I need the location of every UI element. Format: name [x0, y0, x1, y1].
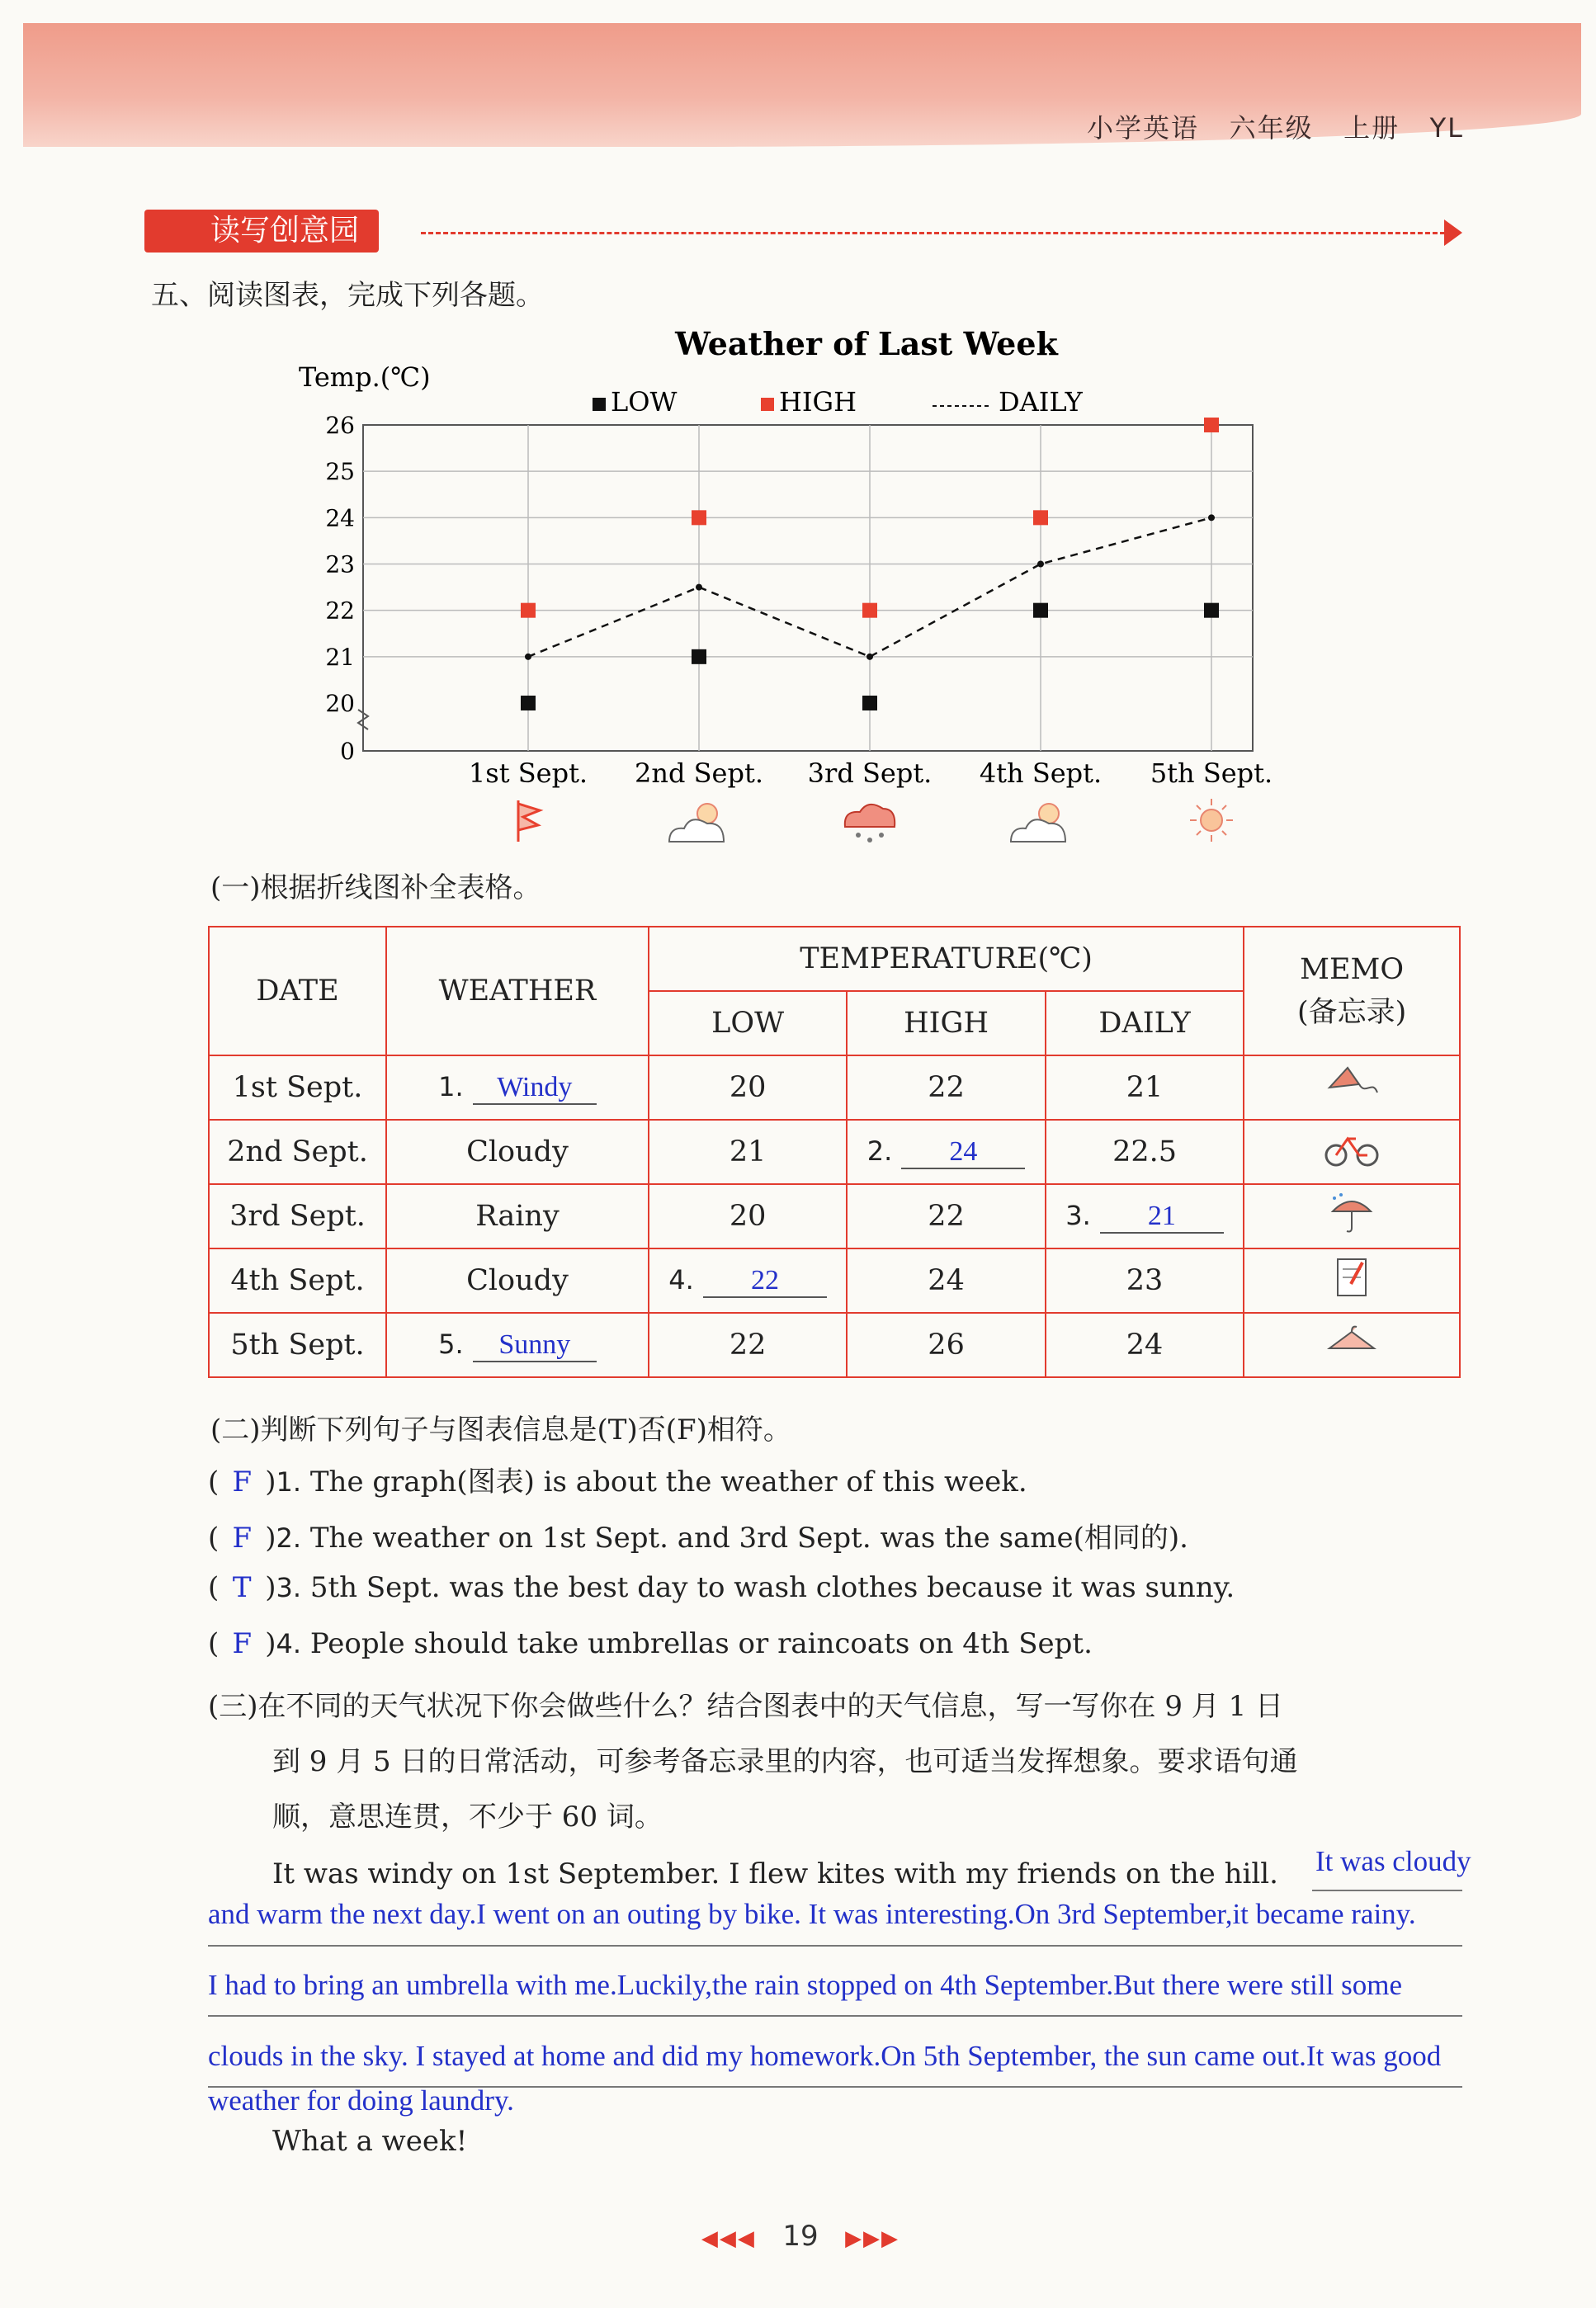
high-value: 22 — [928, 1200, 965, 1233]
weather-answer-blank[interactable]: Sunny — [473, 1329, 597, 1362]
x-tick-label: 5th Sept. — [1150, 758, 1273, 789]
header-weather: WEATHER — [386, 927, 649, 1055]
cell-high — [847, 1120, 1045, 1184]
daily-point — [696, 584, 702, 591]
tf-answer[interactable]: F — [232, 1627, 253, 1660]
part3-instruction-2: 到 9 月 5 日的日常活动，可参考备忘录里的内容，也可适当发挥想象。要求语句通 — [272, 1745, 1298, 1778]
tf-number: 1. — [276, 1466, 302, 1498]
weather-table — [208, 926, 1461, 1378]
writing-line — [208, 1945, 1462, 1947]
daily-value: 24 — [1126, 1329, 1164, 1362]
legend-high: HIGH — [779, 386, 857, 418]
rain-cloud-icon — [845, 805, 895, 842]
cell-date: 4th Sept. — [209, 1248, 386, 1313]
cloud-sun-icon — [669, 804, 724, 842]
book-edition: YL — [1429, 112, 1464, 144]
low-point — [521, 696, 536, 710]
essay-closing: What a week! — [272, 2125, 468, 2158]
section-divider — [421, 232, 1452, 234]
essay-opening: It was windy on 1st September. I flew kites with my friends on the hill. — [272, 1857, 1278, 1890]
high-number: 2. — [866, 1135, 893, 1167]
daily-point — [525, 654, 531, 660]
part2-instruction: (二)判断下列句子与图表信息是(T)否(F)相符。 — [210, 1414, 791, 1447]
cell-memo — [1244, 1055, 1460, 1120]
weather-value: Cloudy — [466, 1264, 569, 1297]
book-term: 上册 — [1343, 112, 1400, 144]
chart-ylabel: Temp.(℃) — [299, 361, 431, 393]
part3-instruction-1: (三)在不同的天气状况下你会做些什么？结合图表中的天气信息，写一写你在 9 月 1 日 — [208, 1690, 1284, 1723]
header-memo — [1244, 927, 1460, 1055]
cell-low — [649, 1120, 847, 1184]
tf-text: The weather on 1st Sept. and 3rd Sept. was the same(相同的). — [309, 1522, 1188, 1555]
hanger-icon — [1323, 1338, 1381, 1371]
y-tick-label: 23 — [325, 550, 355, 578]
cell-daily — [1046, 1055, 1244, 1120]
low-point — [692, 649, 706, 664]
tf-number: 3. — [276, 1572, 302, 1603]
tf-answer[interactable]: F — [232, 1466, 253, 1499]
cell-low — [649, 1055, 847, 1120]
cell-weather — [386, 1055, 649, 1120]
high-value: 22 — [928, 1071, 965, 1104]
page-number: 19 — [782, 2220, 819, 2253]
arrow-right-icon — [1444, 219, 1462, 246]
book-grade: 六年级 — [1229, 112, 1314, 144]
essay-answer-5: weather for doing laundry. — [208, 2084, 514, 2117]
daily-value: 23 — [1126, 1264, 1164, 1297]
page-footer — [660, 2220, 941, 2253]
x-tick-label: 3rd Sept. — [807, 758, 933, 789]
cell-date: 2nd Sept. — [209, 1120, 386, 1184]
tf-text: 5th Sept. was the best day to wash clothes because it was sunny. — [309, 1571, 1235, 1604]
cell-memo — [1244, 1313, 1460, 1377]
daily-value: 21 — [1126, 1071, 1164, 1104]
tf-answer[interactable]: F — [232, 1522, 253, 1555]
cell-weather — [386, 1313, 649, 1377]
high-point — [692, 510, 706, 525]
tf-text: The graph(图表) is about the weather of this week. — [309, 1466, 1027, 1499]
cloud-sun-icon — [1011, 804, 1065, 842]
tf-item: ( F )2. The weather on 1st Sept. and 3rd Sept. was the same(相同的). — [208, 1522, 1188, 1555]
cell-low — [649, 1313, 847, 1377]
high-answer-blank[interactable]: 24 — [901, 1136, 1025, 1169]
low-answer-blank[interactable]: 22 — [703, 1265, 827, 1298]
part1-instruction: (一)根据折线图补全表格。 — [210, 871, 541, 904]
weather-number: 1. — [438, 1071, 464, 1102]
cell-weather — [386, 1120, 649, 1184]
daily-point — [1208, 514, 1215, 521]
cell-low — [649, 1248, 847, 1313]
x-tick-label: 2nd Sept. — [635, 758, 763, 789]
essay-answer-3: I had to bring an umbrella with me.Luckily,the rain stopped on 4th September.But there were still some — [208, 1969, 1402, 2001]
kite-icon — [1323, 1080, 1381, 1113]
tf-answer[interactable]: T — [232, 1571, 252, 1604]
cell-high — [847, 1313, 1045, 1377]
weather-answer-blank[interactable]: Windy — [473, 1072, 597, 1105]
cell-high — [847, 1184, 1045, 1248]
part3-instruction-3: 顺，意思连贯，不少于 60 词。 — [272, 1801, 663, 1834]
x-tick-label: 4th Sept. — [979, 758, 1103, 789]
y-tick-label: 26 — [325, 412, 355, 439]
tf-number: 2. — [276, 1522, 302, 1554]
header-memo-cn: (备忘录) — [1296, 996, 1407, 1029]
essay-answer-4: clouds in the sky. I stayed at home and did my homework.On 5th September, the sun came out.It was good — [208, 2040, 1442, 2072]
header-date: DATE — [209, 927, 386, 1055]
y-tick-label: 21 — [325, 643, 355, 671]
cell-daily — [1046, 1120, 1244, 1184]
y-tick-label: 20 — [325, 690, 355, 717]
y-tick-label: 25 — [325, 458, 355, 486]
header-memo-en: MEMO — [1300, 953, 1405, 986]
weather-value: Cloudy — [466, 1135, 569, 1168]
section-tag: 读写创意园 — [144, 210, 379, 253]
table-row — [209, 1055, 1460, 1120]
essay-answer-2: and warm the next day.I went on an outing by bike. It was interesting.On 3rd September,it became rainy. — [208, 1898, 1416, 1930]
weather-value: Rainy — [475, 1200, 560, 1233]
umbrella-icon — [1323, 1209, 1381, 1242]
next-arrows-icon: ▶▶▶ — [845, 2226, 900, 2251]
low-value: 22 — [729, 1329, 767, 1362]
sun-icon — [1190, 799, 1233, 842]
low-point — [862, 696, 877, 710]
cell-memo — [1244, 1248, 1460, 1313]
daily-number: 3. — [1065, 1200, 1091, 1231]
low-point — [1204, 603, 1219, 618]
writing-line — [1312, 1890, 1462, 1891]
daily-value: 22.5 — [1112, 1135, 1178, 1168]
cell-date: 1st Sept. — [209, 1055, 386, 1120]
low-value: 20 — [729, 1071, 767, 1104]
book-info — [1087, 107, 1464, 145]
writing-line — [208, 2015, 1462, 2017]
high-value: 26 — [928, 1329, 965, 1362]
low-point — [1033, 603, 1048, 618]
high-point — [1204, 418, 1219, 432]
plot-frame — [363, 425, 1253, 751]
cell-date: 3rd Sept. — [209, 1184, 386, 1248]
legend-high-marker — [761, 398, 774, 411]
bicycle-icon — [1323, 1145, 1381, 1178]
cell-daily — [1046, 1313, 1244, 1377]
legend-low-marker — [593, 398, 606, 411]
header-daily: DAILY — [1046, 991, 1244, 1055]
cell-memo — [1244, 1120, 1460, 1184]
table-row — [209, 1313, 1460, 1377]
tf-item: ( F )1. The graph(图表) is about the weather of this week. — [208, 1466, 1027, 1499]
low-value: 21 — [729, 1135, 767, 1168]
high-point — [862, 603, 877, 618]
legend-low: LOW — [611, 386, 678, 418]
tf-number: 4. — [276, 1628, 302, 1659]
low-number: 4. — [668, 1264, 694, 1296]
chart-legend — [593, 386, 1084, 418]
high-point — [521, 603, 536, 618]
prev-arrows-icon: ◀◀◀ — [701, 2226, 756, 2251]
daily-point — [866, 654, 873, 660]
book-subject: 小学英语 — [1087, 112, 1200, 144]
cell-high — [847, 1055, 1045, 1120]
low-value: 20 — [729, 1200, 767, 1233]
high-value: 24 — [928, 1264, 965, 1297]
cell-daily — [1046, 1184, 1244, 1248]
x-tick-label: 1st Sept. — [468, 758, 588, 789]
question-title: 五、阅读图表，完成下列各题。 — [151, 279, 544, 312]
daily-point — [1037, 561, 1044, 568]
chart-title: Weather of Last Week — [675, 325, 1058, 362]
cell-date: 5th Sept. — [209, 1313, 386, 1377]
tf-item: ( F )4. People should take umbrellas or raincoats on 4th Sept. — [208, 1627, 1093, 1660]
high-point — [1033, 510, 1048, 525]
weather-number: 5. — [438, 1329, 464, 1360]
cell-high — [847, 1248, 1045, 1313]
header-high: HIGH — [847, 991, 1045, 1055]
table-row — [209, 1248, 1460, 1313]
tf-text: People should take umbrellas or raincoats on 4th Sept. — [309, 1627, 1093, 1660]
cell-low — [649, 1184, 847, 1248]
cell-daily — [1046, 1248, 1244, 1313]
essay-answer-1: It was cloudy — [1315, 1845, 1471, 1877]
daily-answer-blank[interactable]: 21 — [1100, 1201, 1224, 1234]
y-tick-label: 22 — [325, 597, 355, 625]
cell-weather — [386, 1184, 649, 1248]
table-row — [209, 1120, 1460, 1184]
table-row — [209, 1184, 1460, 1248]
axis-break-icon — [358, 710, 368, 729]
cell-weather — [386, 1248, 649, 1313]
tf-item: ( T )3. 5th Sept. was the best day to wash clothes because it was sunny. — [208, 1571, 1235, 1604]
y-tick-label: 0 — [340, 738, 355, 765]
legend-daily: DAILY — [999, 386, 1083, 418]
notebook-icon — [1323, 1275, 1381, 1308]
flag-icon — [518, 800, 540, 842]
header-low: LOW — [649, 991, 847, 1055]
header-temperature: TEMPERATURE(℃) — [649, 927, 1244, 991]
cell-memo — [1244, 1184, 1460, 1248]
weather-chart — [289, 322, 1304, 866]
y-tick-label: 24 — [325, 504, 355, 532]
